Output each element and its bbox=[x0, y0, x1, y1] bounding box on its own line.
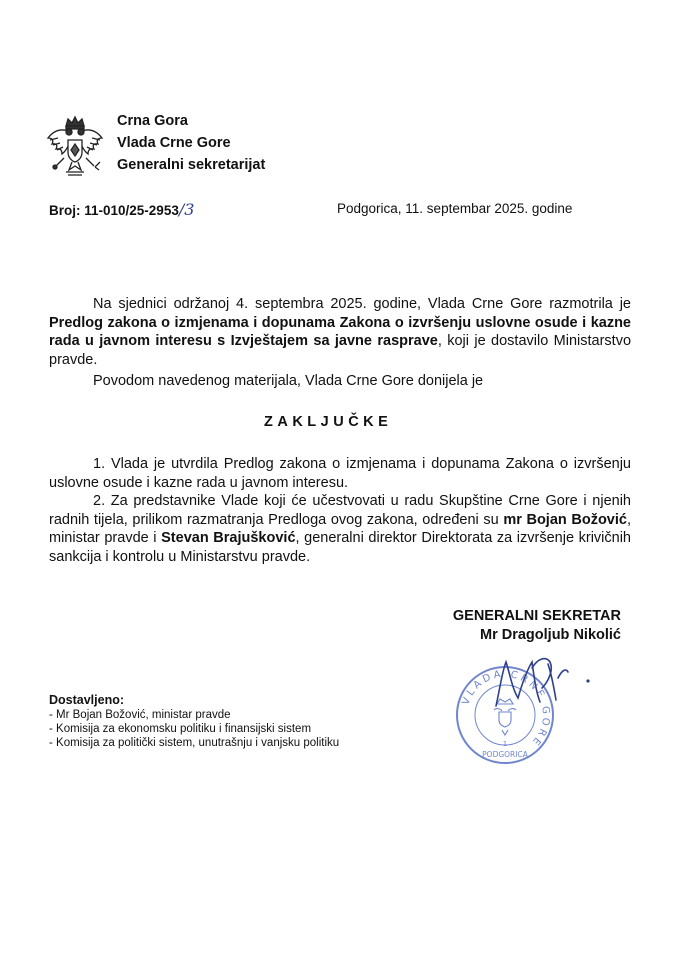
item2-bold-director: Stevan Brajušković bbox=[161, 530, 296, 547]
header-country: Crna Gora bbox=[117, 113, 188, 129]
intro-text-b: , koji je dostavilo Ministarstvo pravde. bbox=[49, 333, 632, 368]
item2-text-b: , ministar pravde i bbox=[49, 511, 631, 547]
item2-text-c: , generalni direktor Direktorata za izvršenje krivičnih sankcija i kontrolu u Ministarstvu pravde. bbox=[49, 530, 631, 565]
signature-title: GENERALNI SEKRETAR bbox=[452, 608, 621, 624]
distribution-item: - Komisija za politički sistem, unutrašnju i vanjsku politiku bbox=[49, 737, 340, 749]
handwritten-suffix: /3 bbox=[178, 200, 195, 219]
distribution-heading: Dostavljeno: bbox=[49, 693, 125, 707]
item2-text-a: 2. Za predstavnike Vlade koji će učestvovati u radu Skupštine Crne Gore i njenih radnih tijela, prilikom razmatranja Predloga ovog zakona, određeni su bbox=[49, 493, 631, 528]
stamp-city: PODGORICA bbox=[482, 750, 528, 759]
distribution-list bbox=[49, 693, 339, 750]
reference-number-text: Broj: 11-010/25-2953 bbox=[49, 203, 179, 218]
item2-bold-minister: mr Bojan Božović bbox=[503, 511, 627, 528]
distribution-item: - Komisija za ekonomsku politiku i finansijski sistem bbox=[49, 723, 312, 735]
header-office: Generalni sekretarijat bbox=[117, 157, 266, 173]
stamp-ring-text: VLADA CRNE GORE bbox=[460, 668, 552, 750]
intro-text-bold: Predlog zakona o izmjenama i dopunama Zakona o izvršenju uslovne osude i kazne rada u javnom interesu s Izvještajem sa javne rasprave bbox=[49, 314, 631, 350]
signature-name: Mr Dragoljub Nikolić bbox=[480, 627, 621, 643]
conclusion-item-2 bbox=[49, 492, 631, 566]
conclusion-item-1: 1. Vlada je utvrdila Predlog zakona o izmjenama i dopunama Zakona o izvršenju uslovne osude i kazne rada u javnom interesu. bbox=[49, 456, 631, 491]
intro-text-a: Na sjednici održanoj 4. septembra 2025. godine, Vlada Crne Gore razmotrila je bbox=[93, 296, 631, 312]
coat-of-arms-icon bbox=[44, 114, 106, 180]
stamp-number: 1 bbox=[502, 740, 508, 748]
handwritten-signature-icon bbox=[488, 648, 608, 720]
reference-number bbox=[49, 200, 194, 219]
header-government: Vlada Crne Gore bbox=[117, 135, 231, 151]
place-date: Podgorica, 11. septembar 2025. godine bbox=[337, 201, 573, 216]
signature-block bbox=[453, 607, 621, 645]
intro-paragraph bbox=[49, 295, 631, 369]
distribution-item: - Mr Bojan Božović, ministar pravde bbox=[49, 709, 231, 721]
conclusions-title: ZAKLJUČKE bbox=[264, 414, 393, 430]
decision-paragraph: Povodom navedenog materijala, Vlada Crne Gore donijela je bbox=[93, 373, 484, 389]
